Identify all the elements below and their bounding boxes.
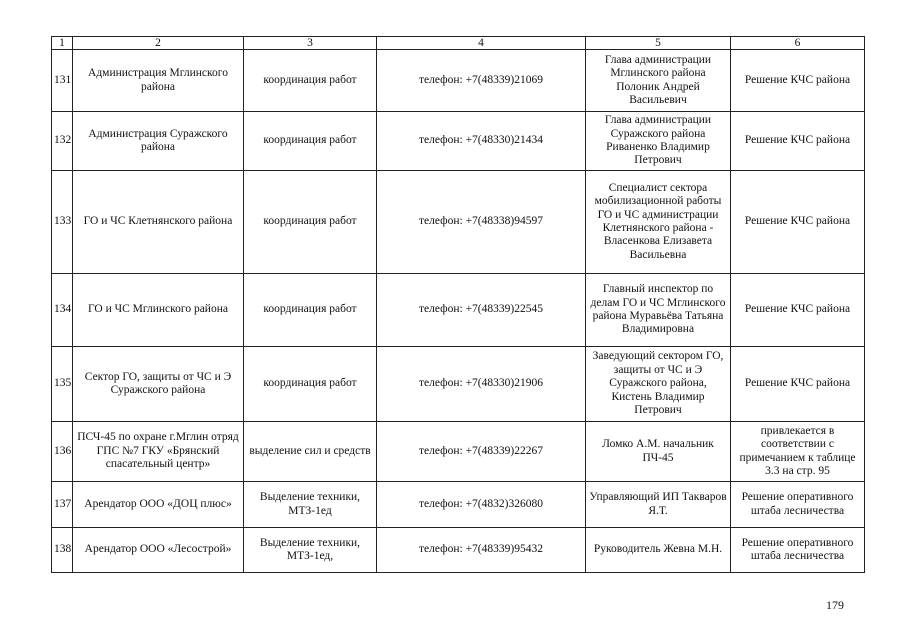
role-cell: координация работ xyxy=(244,112,377,171)
organization-cell: Администрация Суражского района xyxy=(73,112,244,171)
row-number: 134 xyxy=(52,274,73,347)
table-row xyxy=(52,528,865,573)
role-cell: выделение сил и средств xyxy=(244,422,377,482)
basis-cell: Решение КЧС района xyxy=(731,50,865,112)
organization-cell: Сектор ГО, защиты от ЧС и Э Суражского района xyxy=(73,347,244,422)
contact-cell: Специалист сектора мобилизационной работы ГО и ЧС администрации Клетнянского района - Власенкова Елизавета Васильевна xyxy=(586,171,731,274)
basis-cell: Решение КЧС района xyxy=(731,274,865,347)
role-cell: координация работ xyxy=(244,171,377,274)
phone-cell: телефон: +7(48339)95432 xyxy=(377,528,586,573)
row-number: 136 xyxy=(52,422,73,482)
contact-cell: Руководитель Жевна М.Н. xyxy=(586,528,731,573)
phone-cell: телефон: +7(48339)22545 xyxy=(377,274,586,347)
role-cell: координация работ xyxy=(244,274,377,347)
row-number: 132 xyxy=(52,112,73,171)
row-number: 138 xyxy=(52,528,73,573)
phone-cell: телефон: +7(4832)326080 xyxy=(377,482,586,528)
contact-cell: Ломко А.М. начальник ПЧ-45 xyxy=(586,422,731,482)
table-row xyxy=(52,171,865,274)
table-row xyxy=(52,274,865,347)
table-row xyxy=(52,422,865,482)
row-number: 135 xyxy=(52,347,73,422)
column-number: 4 xyxy=(377,37,586,50)
basis-cell: привлекается в соответствии с примечанием к таблице 3.3 на стр. 95 xyxy=(731,422,865,482)
column-number: 2 xyxy=(73,37,244,50)
role-cell: координация работ xyxy=(244,347,377,422)
organization-cell: ГО и ЧС Мглинского района xyxy=(73,274,244,347)
table-row xyxy=(52,112,865,171)
column-number: 6 xyxy=(731,37,865,50)
table-row xyxy=(52,347,865,422)
organization-cell: ПСЧ-45 по охране г.Мглин отряд ГПС №7 ГКУ «Брянский спасательный центр» xyxy=(73,422,244,482)
basis-cell: Решение оперативного штаба лесничества xyxy=(731,482,865,528)
contact-cell: Глава администрации Суражского района Риваненко Владимир Петрович xyxy=(586,112,731,171)
phone-cell: телефон: +7(48338)94597 xyxy=(377,171,586,274)
row-number: 131 xyxy=(52,50,73,112)
phone-cell: телефон: +7(48339)22267 xyxy=(377,422,586,482)
role-cell: Выделение техники, МТЗ-1ед xyxy=(244,482,377,528)
organization-cell: Администрация Мглинского района xyxy=(73,50,244,112)
phone-cell: телефон: +7(48339)21069 xyxy=(377,50,586,112)
organization-cell: Арендатор ООО «ДОЦ плюс» xyxy=(73,482,244,528)
column-number: 5 xyxy=(586,37,731,50)
basis-cell: Решение КЧС района xyxy=(731,171,865,274)
table-row xyxy=(52,50,865,112)
page-number: 179 xyxy=(826,598,844,612)
column-number: 1 xyxy=(52,37,73,50)
organization-cell: Арендатор ООО «Лесострой» xyxy=(73,528,244,573)
table-row xyxy=(52,482,865,528)
basis-cell: Решение КЧС района xyxy=(731,347,865,422)
role-cell: Выделение техники, МТЗ-1ед, xyxy=(244,528,377,573)
table-header-row xyxy=(52,37,865,50)
basis-cell: Решение КЧС района xyxy=(731,112,865,171)
contact-cell: Глава администрации Мглинского района Полоник Андрей Васильевич xyxy=(586,50,731,112)
row-number: 133 xyxy=(52,171,73,274)
row-number: 137 xyxy=(52,482,73,528)
basis-cell: Решение оперативного штаба лесничества xyxy=(731,528,865,573)
contact-cell: Заведующий сектором ГО, защиты от ЧС и Э Суражского района, Кистень Владимир Петрович xyxy=(586,347,731,422)
contact-cell: Главный инспектор по делам ГО и ЧС Мглинского района Муравьёва Татьяна Владимировна xyxy=(586,274,731,347)
phone-cell: телефон: +7(48330)21906 xyxy=(377,347,586,422)
phone-cell: телефон: +7(48330)21434 xyxy=(377,112,586,171)
document-table xyxy=(51,36,865,573)
organization-cell: ГО и ЧС Клетнянского района xyxy=(73,171,244,274)
column-number: 3 xyxy=(244,37,377,50)
role-cell: координация работ xyxy=(244,50,377,112)
contact-cell: Управляющий ИП Такваров Я.Т. xyxy=(586,482,731,528)
